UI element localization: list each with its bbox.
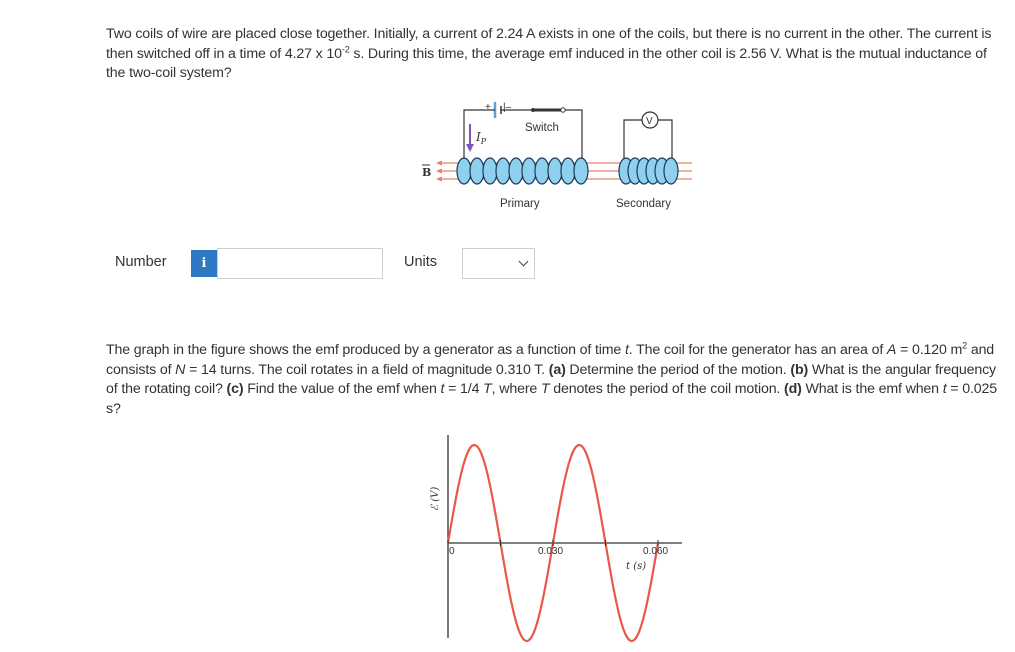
q2-var-t: t (942, 381, 947, 398)
x-tick-label: 0.060 (643, 546, 669, 557)
chevron-down-icon (519, 257, 529, 267)
emf-chart (420, 433, 690, 643)
voltmeter-label: V (646, 116, 653, 127)
primary-coil (457, 158, 588, 184)
secondary-coil (619, 158, 678, 184)
question-1-exponent: -2 (341, 43, 350, 54)
q2-part-d-label: (d) (784, 381, 802, 398)
q2-part: Determine the period of the motion. (565, 361, 791, 378)
q2-part: What is the emf when (801, 381, 943, 398)
number-input[interactable] (217, 248, 383, 279)
switch-contact (561, 108, 565, 112)
coil-turn (535, 158, 549, 184)
q2-part: = 1/4 (444, 381, 484, 398)
voltmeter-icon (642, 112, 658, 128)
field-b-label: B (422, 166, 432, 179)
q2-part: and consists of (106, 342, 995, 378)
units-dropdown[interactable] (462, 248, 535, 279)
coil-turn (574, 158, 588, 184)
x-axis-label: t (s) (626, 561, 647, 572)
q2-part-b-label: (b) (790, 361, 809, 378)
svg-text:IP (475, 130, 487, 146)
current-label: I (476, 130, 481, 144)
coil-figure (402, 96, 692, 216)
question-2-text (106, 341, 1006, 419)
q2-var-period: T (540, 381, 550, 398)
coil-turn (548, 158, 562, 184)
coil-turn (509, 158, 523, 184)
coil-turn (483, 158, 497, 184)
battery-plus-label: + (485, 102, 491, 113)
q2-var-t: t (624, 342, 629, 358)
primary-label: Primary (500, 198, 540, 210)
coil-turn (664, 158, 678, 184)
q2-part: . The coil for the generator has an area of (628, 342, 887, 358)
q2-var-n: N (175, 361, 186, 378)
coil-turn (561, 158, 575, 184)
q2-part: Find the value of the emf when (243, 381, 441, 398)
question-1-body-end: s. During this time, the average emf induced in the other coil is 2.56 V. What is the mutual inductance of the two-coil system? (106, 45, 987, 82)
info-icon[interactable]: i (191, 250, 217, 277)
coil-turn (522, 158, 536, 184)
q2-var-t: t (440, 381, 445, 398)
current-arrow-icon (466, 124, 474, 152)
switch-label: Switch (525, 122, 559, 134)
field-arrow-icons (436, 161, 442, 182)
q2-part: What is the angular frequency of the rotating coil? (106, 361, 996, 398)
q2-part: The graph in the figure shows the emf produced by a generator as a function of time (106, 342, 625, 358)
x-tick-label: 0 (449, 546, 455, 557)
coil-turn (457, 158, 471, 184)
q2-part: , where (491, 381, 541, 398)
q2-part-c-label: (c) (226, 381, 244, 398)
question-1-body: Two coils of wire are placed close together. Initially, a current of 2.24 A exists in one of the coils, but there is no current in the other. The current is then switched off in a time of 4.27 x 10 (106, 26, 992, 62)
secondary-label: Secondary (616, 198, 671, 210)
coil-turn (496, 158, 510, 184)
q2-part: = 0.120 m (896, 342, 963, 358)
q2-part-a-label: (a) (548, 361, 566, 378)
battery-minus-label: |– (503, 102, 512, 113)
coil-turn (470, 158, 484, 184)
units-label: Units (404, 254, 438, 270)
y-axis-label: ℰ (V) (430, 486, 441, 511)
number-label: Number (115, 254, 167, 270)
q2-exponent: 2 (962, 340, 968, 351)
q2-var-period: T (483, 381, 492, 398)
q2-part: denotes the period of the coil motion. (549, 381, 785, 398)
q2-part: = 0.025 s? (106, 381, 997, 417)
q2-part: = 14 turns. The coil rotates in a field of magnitude 0.310 T. (185, 361, 549, 378)
question-1-text (106, 25, 1006, 84)
q2-var-a: A (886, 342, 897, 358)
current-subscript: P (480, 137, 487, 146)
x-tick-label: 0.030 (538, 546, 564, 557)
